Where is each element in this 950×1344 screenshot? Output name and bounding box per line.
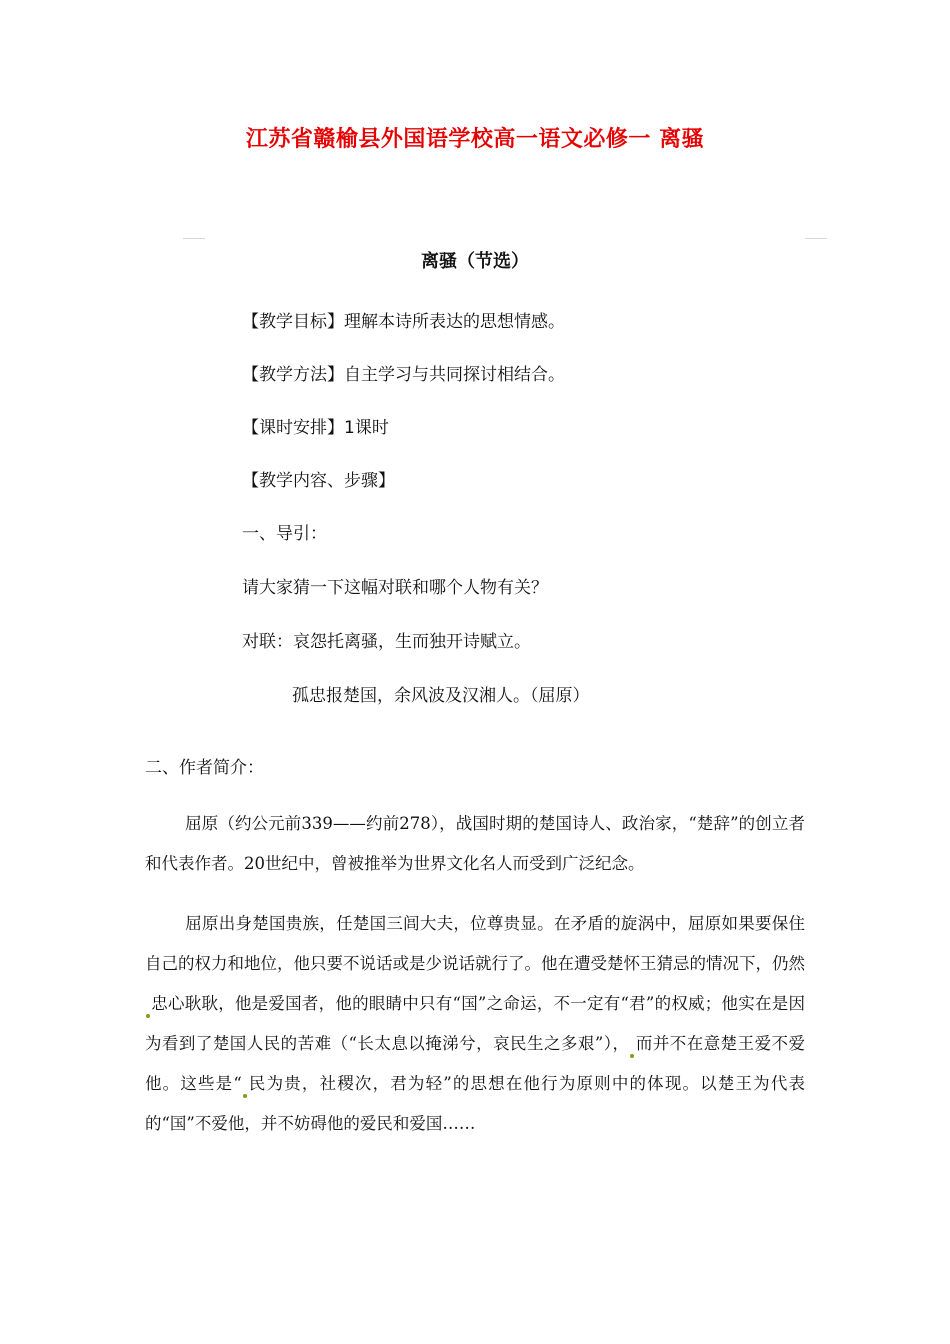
- couplet-line-1: 对联：哀怨托离骚，生而独开诗赋立。: [242, 632, 531, 652]
- class-schedule: 【课时安排】1课时: [242, 418, 389, 438]
- author-heading: 二、作者简介：: [145, 758, 264, 778]
- teaching-goal: 【教学目标】理解本诗所表达的思想情感。: [242, 312, 565, 332]
- couplet-line-2: 孤忠报楚国，余风波及汉湘人。（屈原）: [292, 686, 590, 706]
- annotation-dot: [243, 1094, 247, 1098]
- author-paragraph-2: [145, 904, 805, 1144]
- teaching-content-heading: 【教学内容、步骤】: [242, 471, 395, 491]
- section-title: 离骚（节选）: [421, 251, 529, 272]
- author-paragraph-2-text-d: 民为贵，社稷次，君为轻”的思想在他行为原则中的体现。以楚王为代表的“国”不爱他，并不妨碍他的爱民和爱国……: [145, 1074, 805, 1133]
- author-paragraph-1: [145, 804, 805, 884]
- annotation-dot: [146, 1014, 150, 1018]
- annotation-dot: [630, 1054, 634, 1058]
- author-paragraph-2-text-b: 忠心耿耿，他是爱国者，他的眼睛中只有“国”之命运，不一定有“君”的权威；他实在是因为看到了楚国人民的苦难（“长太息以掩涕兮，哀民生之多艰”），: [145, 994, 805, 1053]
- intro-heading: 一、导引：: [242, 524, 327, 544]
- author-paragraph-1-text: 屈原（约公元前339——约前278），战国时期的楚国诗人、政治家，“楚辞”的创立者和代表作者。20世纪中，曾被推举为世界文化名人而受到广泛纪念。: [145, 814, 805, 873]
- teaching-method: 【教学方法】自主学习与共同探讨相结合。: [242, 365, 565, 385]
- author-paragraph-2-text-a: 屈原出身楚国贵族，任楚国三闾大夫，位尊贵显。在矛盾的旋涡中，屈原如果要保住自己的权力和地位，他只要不说话或是少说话就行了。他在遭受楚怀王猜忌的情况下，仍然: [145, 914, 805, 973]
- header-rule-right: [805, 238, 827, 239]
- author-paragraph-2-text-c: 而并不在意楚王爱不爱他。这些是“: [145, 1034, 806, 1093]
- intro-question: 请大家猜一下这幅对联和哪个人物有关？: [242, 578, 548, 598]
- header-rule-left: [183, 238, 205, 239]
- page-title: 江苏省赣榆县外国语学校高一语文必修一 离骚: [245, 126, 705, 152]
